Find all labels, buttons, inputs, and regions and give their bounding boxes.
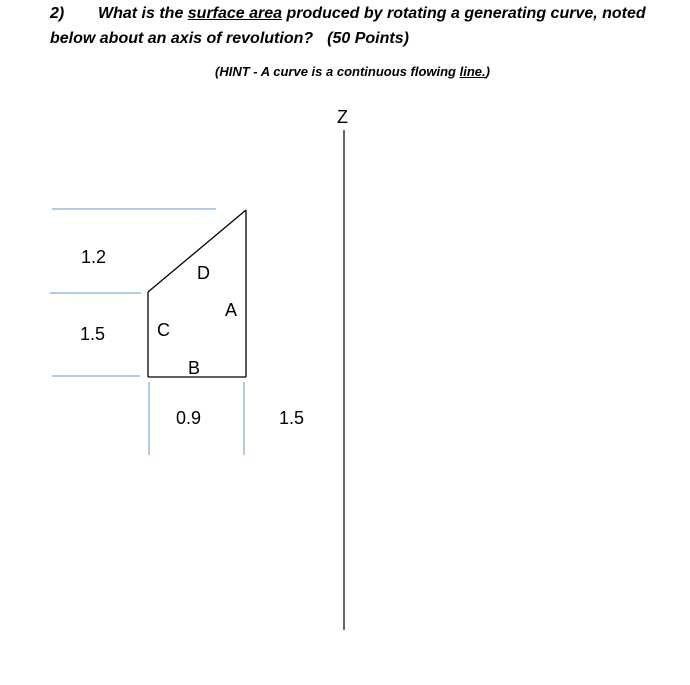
segment-d-label: D — [197, 263, 210, 283]
upper-height-value: 1.2 — [81, 247, 107, 267]
base-width-value: 0.9 — [176, 408, 202, 428]
surface-area-term: surface area — [187, 5, 283, 22]
segment-b-label: B — [188, 358, 201, 378]
z-axis-label: Z — [337, 107, 348, 127]
segment-a-label: A — [225, 300, 238, 320]
question-number: 2) — [50, 5, 65, 22]
hint-text-start: (HINT - A curve is a continuous flowing — [215, 64, 460, 79]
lower-height-value: 1.5 — [80, 324, 106, 344]
question-text-start: What is the — [98, 5, 188, 22]
hint-text-end: ) — [485, 64, 490, 79]
question-text-end: produced by rotating a generating curve, noted — [282, 5, 646, 22]
question-points: (50 Points) — [327, 30, 409, 47]
hint-underlined-word: line. — [459, 64, 486, 79]
question-text-line2: below about an axis of revolution? — [50, 30, 314, 47]
segment-c-label: C — [157, 320, 170, 340]
axis-distance-value: 1.5 — [279, 408, 305, 428]
